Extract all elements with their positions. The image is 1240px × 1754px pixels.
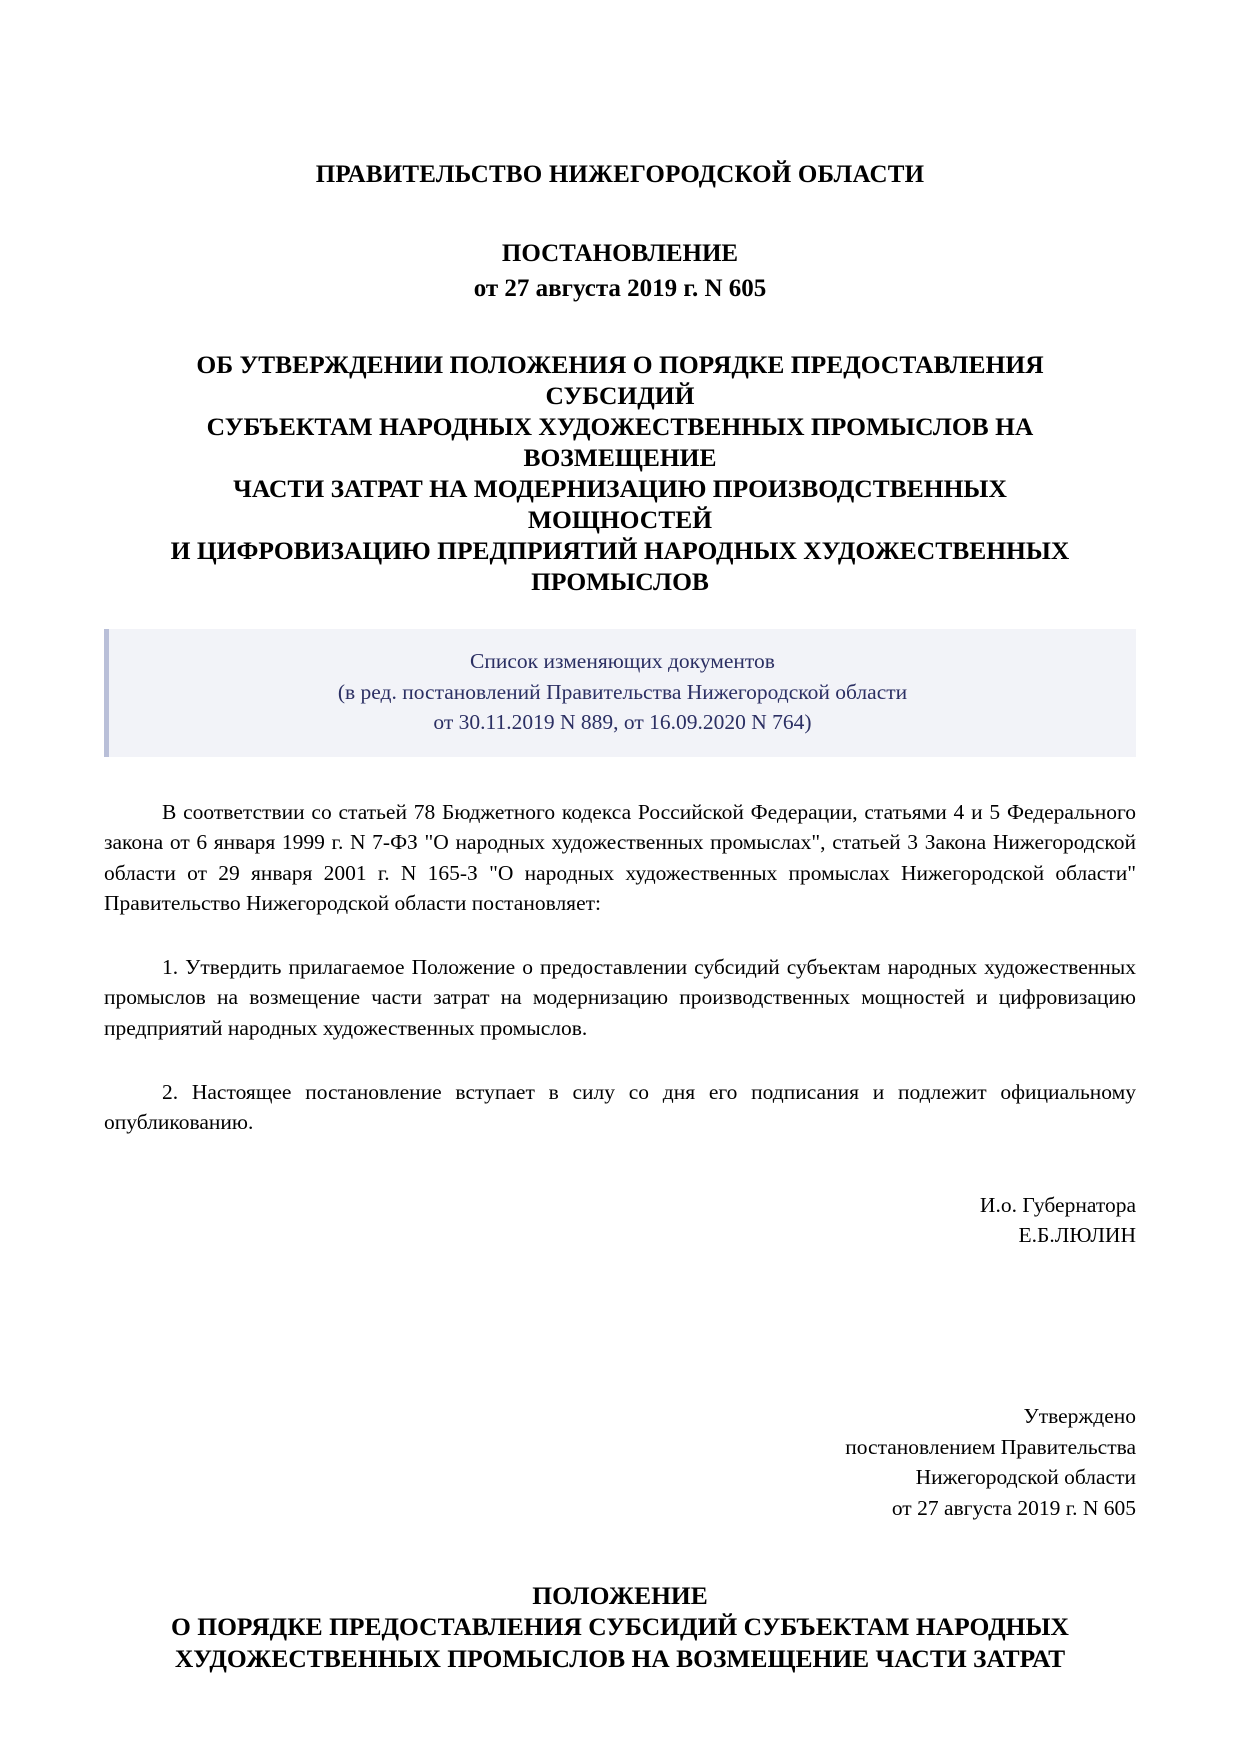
changing-documents-editions: (в ред. постановлений Правительства Нижегородской области xyxy=(337,679,908,704)
subject-line: ПРОМЫСЛОВ xyxy=(531,567,709,597)
signature-block xyxy=(104,1190,1136,1251)
regulation-heading-line: О ПОРЯДКЕ ПРЕДОСТАВЛЕНИЯ СУБСИДИЙ СУБЪЕКТАМ НАРОДНЫХ xyxy=(171,1612,1069,1642)
signer-name: Е.Б.ЛЮЛИН xyxy=(1018,1223,1136,1248)
document-content xyxy=(104,0,1136,1675)
regulation-heading xyxy=(104,1580,1136,1675)
changing-documents-title: Список изменяющих документов xyxy=(470,649,775,674)
subject-line: ОБ УТВЕРЖДЕНИИ ПОЛОЖЕНИЯ О ПОРЯДКЕ ПРЕДОСТАВЛЕНИЯ xyxy=(196,349,1044,379)
subject-line: СУБЪЕКТАМ НАРОДНЫХ ХУДОЖЕСТВЕННЫХ ПРОМЫСЛОВ НА xyxy=(206,411,1034,441)
subject-line: СУБСИДИЙ xyxy=(545,380,695,410)
approval-label: Утверждено xyxy=(1023,1403,1136,1428)
signer-position: И.о. Губернатора xyxy=(979,1192,1136,1217)
changing-documents-box xyxy=(104,629,1136,757)
subject-line: ЧАСТИ ЗАТРАТ НА МОДЕРНИЗАЦИЮ ПРОИЗВОДСТВЕННЫХ xyxy=(233,473,1007,503)
subject-line: ВОЗМЕЩЕНИЕ xyxy=(523,442,717,472)
regulation-heading-line: ХУДОЖЕСТВЕННЫХ ПРОМЫСЛОВ НА ВОЗМЕЩЕНИЕ ЧАСТИ ЗАТРАТ xyxy=(174,1643,1066,1673)
preamble-paragraph: В соответствии со статьей 78 Бюджетного кодекса Российской Федерации, статьями 4 и 5 Федерального закона от 6 января 1999 г. N 7-ФЗ "О народных художественных промыслах", статьей 3 Закона Нижегородской области от 29 января 2001 г. N 165-З "О народных художественных промыслах Нижегородской области" Правительство Нижегородской области постановляет: xyxy=(104,799,1136,915)
subject-line: МОЩНОСТЕЙ xyxy=(527,505,713,535)
regulation-heading-line: ПОЛОЖЕНИЕ xyxy=(532,1580,708,1610)
document-date: от 27 августа 2019 г. N 605 xyxy=(473,275,767,303)
approval-date: от 27 августа 2019 г. N 605 xyxy=(891,1495,1136,1520)
document-subject-title xyxy=(104,349,1136,598)
subject-line: И ЦИФРОВИЗАЦИЮ ПРЕДПРИЯТИЙ НАРОДНЫХ ХУДОЖЕСТВЕННЫХ xyxy=(170,536,1070,566)
item-2-paragraph: 2. Настоящее постановление вступает в силу со дня его подписания и подлежит официальному опубликованию. xyxy=(104,1080,1136,1135)
changing-documents-dates: от 30.11.2019 N 889, от 16.09.2020 N 764) xyxy=(433,710,812,735)
item-1-paragraph: 1. Утвердить прилагаемое Положение о предоставлении субсидий субъектам народных художественных промыслов на возмещение части затрат на модернизацию производственных мощностей и цифровизацию предприятий народных художественных промыслов. xyxy=(104,955,1136,1040)
approval-block xyxy=(104,1401,1136,1524)
approval-region: Нижегородской области xyxy=(915,1465,1136,1490)
organization-title: ПРАВИТЕЛЬСТВО НИЖЕГОРОДСКОЙ ОБЛАСТИ xyxy=(315,161,925,188)
document-kind: ПОСТАНОВЛЕНИЕ xyxy=(501,240,739,267)
approval-authority: постановлением Правительства xyxy=(845,1434,1136,1459)
